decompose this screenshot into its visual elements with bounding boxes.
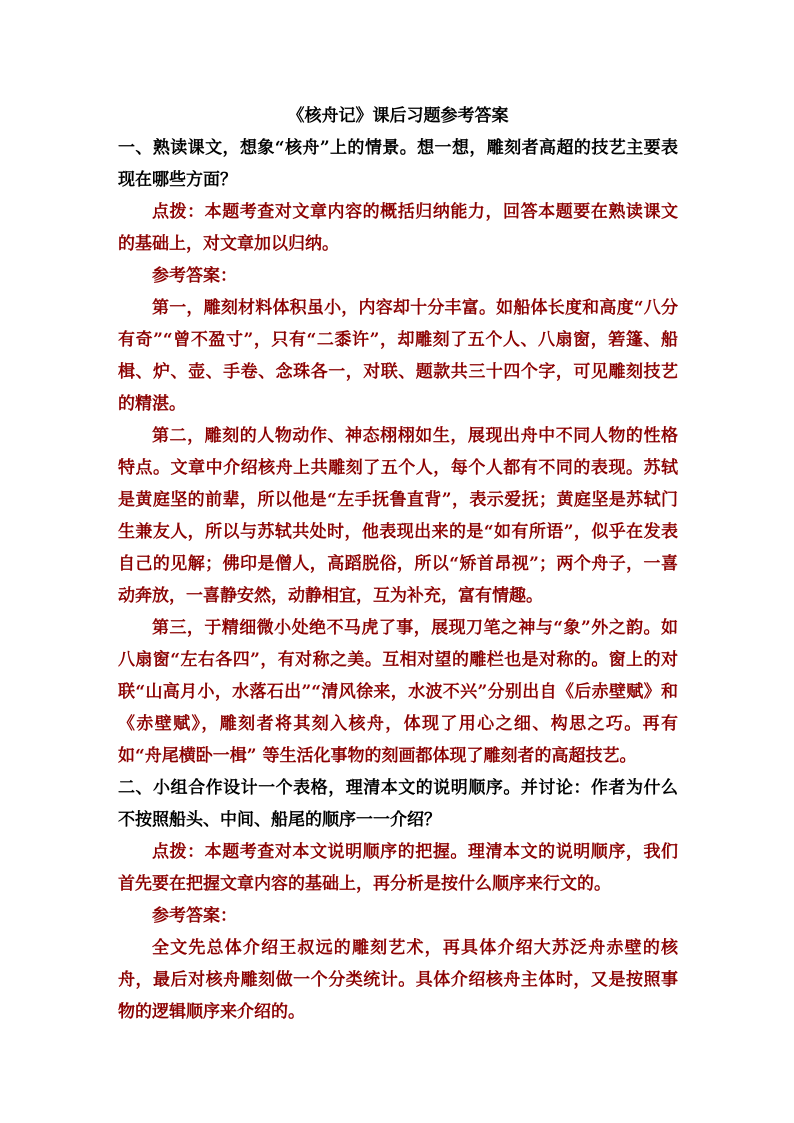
question-2-answer: 全文先总体介绍王叔远的雕刻艺术，再具体介绍大苏泛舟赤壁的核舟，最后对核舟雕刻做一个分类统计。具体介绍核舟主体时，又是按照事物的逻辑顺序来介绍的。: [118, 938, 678, 1022]
question-1-answer-1: 第一，雕刻材料体积虽小，内容却十分丰富。如船体长度和高度“八分有奇”“曾不盈寸”，只有“二黍许”，却雕刻了五个人、八扇窗，箬篷、船楫、炉、壶、手卷、念珠各一，对联、题款共三十四个字，可见雕刻技艺的精湛。: [118, 298, 678, 414]
question-1-hint: 点拨：本题考查对文章内容的概括归纳能力，回答本题要在熟读课文的基础上，对文章加以归纳。: [118, 202, 678, 254]
question-1-answer-3: 第三，于精细微小处绝不马虎了事，展现刀笔之神与“象”外之韵。如八扇窗“左右各四”，有对称之美。互相对望的雕栏也是对称的。窗上的对联“山高月小，水落石出”“清风徐来，水波不兴”分别出自《后赤壁赋》和《赤壁赋》，雕刻者将其刻入核舟，体现了用心之细、构思之巧。再有如“舟尾横卧一楫” 等生活化事物的刻画都体现了雕刻者的高超技艺。: [118, 618, 678, 766]
question-1-answer-2: 第二，雕刻的人物动作、神态栩栩如生，展现出舟中不同人物的性格特点。文章中介绍核舟上共雕刻了五个人，每个人都有不同的表现。苏轼是黄庭坚的前辈，所以他是“左手抚鲁直背”，表示爱抚；黄庭坚是苏轼门生兼友人，所以与苏轼共处时，他表现出来的是“如有所语”，似乎在发表自己的见解；佛印是僧人，高蹈脱俗，所以“矫首昂视”；两个舟子，一喜动奔放，一喜静安然，动静相宜，互为补充，富有情趣。: [118, 426, 678, 606]
document-page: [118, 100, 678, 1028]
document-title: 《核舟记》课后习题参考答案: [287, 106, 509, 126]
question-1: 一、熟读课文，想象“核舟”上的情景。想一想，雕刻者高超的技艺主要表现在哪些方面？: [118, 138, 678, 190]
question-1-answer-label: 参考答案：: [152, 266, 237, 286]
question-2: 二、小组合作设计一个表格，理清本文的说明顺序。并讨论：作者为什么不按照船头、中间、船尾的顺序一一介绍？: [118, 778, 678, 830]
question-2-hint: 点拨：本题考查对本文说明顺序的把握。理清本文的说明顺序，我们首先要在把握文章内容的基础上，再分析是按什么顺序来行文的。: [118, 842, 678, 894]
question-2-answer-label: 参考答案：: [152, 906, 237, 926]
